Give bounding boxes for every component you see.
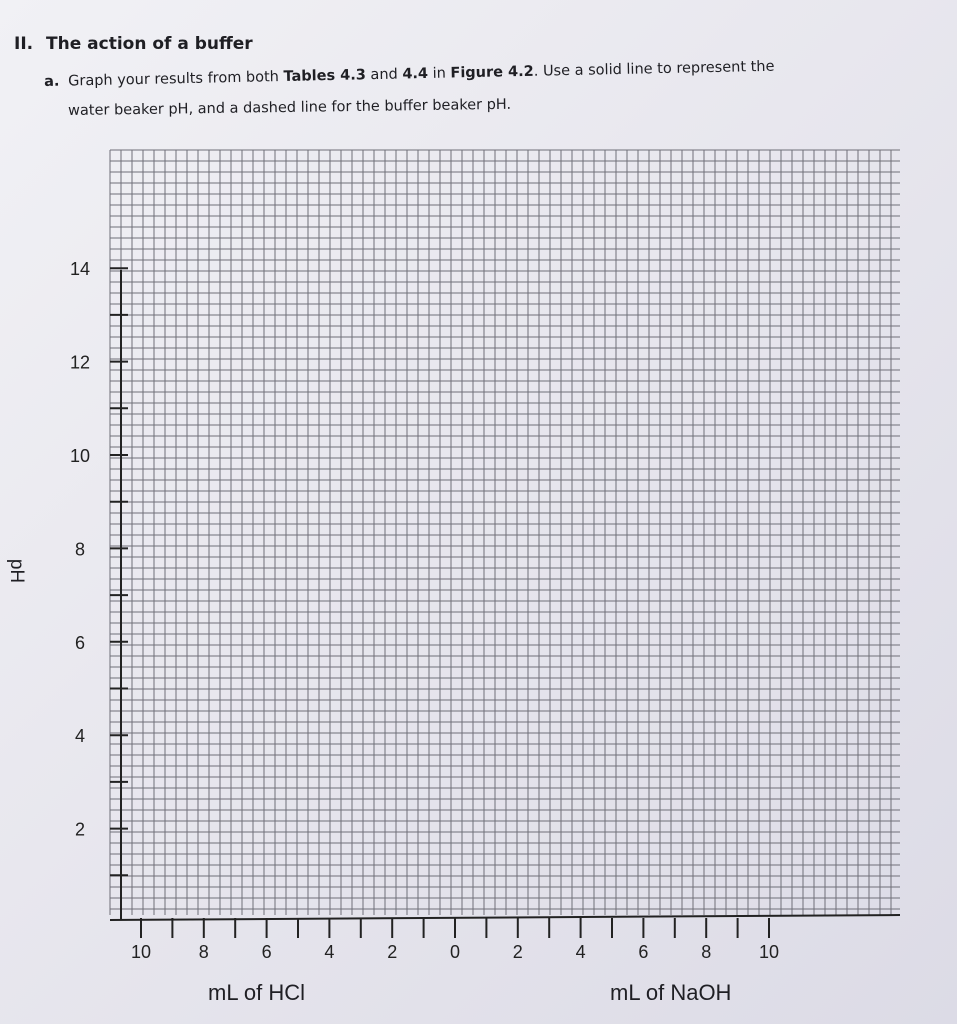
x-tick-label: 4 [575,942,586,962]
x-tick-label: 2 [387,942,398,962]
y-tick-label: 2 [74,819,86,840]
figure-reference: Figure 4.2 [450,63,534,82]
instruction-text-3: in [427,65,451,82]
x-tick-label: 2 [512,942,523,962]
table-reference-2: 4.4 [402,65,429,83]
graph-grid [110,150,900,915]
x-tick-label: 8 [198,942,209,962]
x-tick-label: 10 [758,942,780,962]
x-axis-label-hcl: mL of HCl [208,980,305,1005]
y-axis-ticks [70,259,128,875]
y-tick-label: 12 [69,352,91,373]
x-tick-label: 10 [130,942,152,962]
x-tick-label: 6 [638,942,649,962]
y-tick-label: 10 [69,446,91,466]
x-tick-label: 6 [261,942,272,962]
x-tick-label: 4 [324,942,335,962]
instruction-line-2: water beaker pH, and a dashed line for the buffer beaker pH. [68,96,512,119]
x-tick-label: 8 [701,942,712,962]
instruction-text-4: . Use a solid line to represent the [533,58,775,80]
y-tick-label: 6 [74,632,86,653]
tables-reference: Tables 4.3 [283,67,367,85]
y-axis-label: pH [6,558,27,584]
x-axis-ticks [131,918,779,962]
y-tick-label: 8 [74,539,86,560]
section-title: The action of a buffer [46,34,253,54]
x-axis-label-naoh: mL of NaOH [610,980,732,1005]
instruction-text-2: and [365,66,403,84]
y-tick-label: 14 [69,259,91,280]
item-marker: a. [44,73,60,90]
instruction-text-1: Graph your results from both [67,68,284,90]
x-tick-label: 0 [449,942,461,962]
y-tick-label: 4 [74,726,86,747]
section-number: II. [14,34,34,54]
x-axis-line [110,915,900,920]
